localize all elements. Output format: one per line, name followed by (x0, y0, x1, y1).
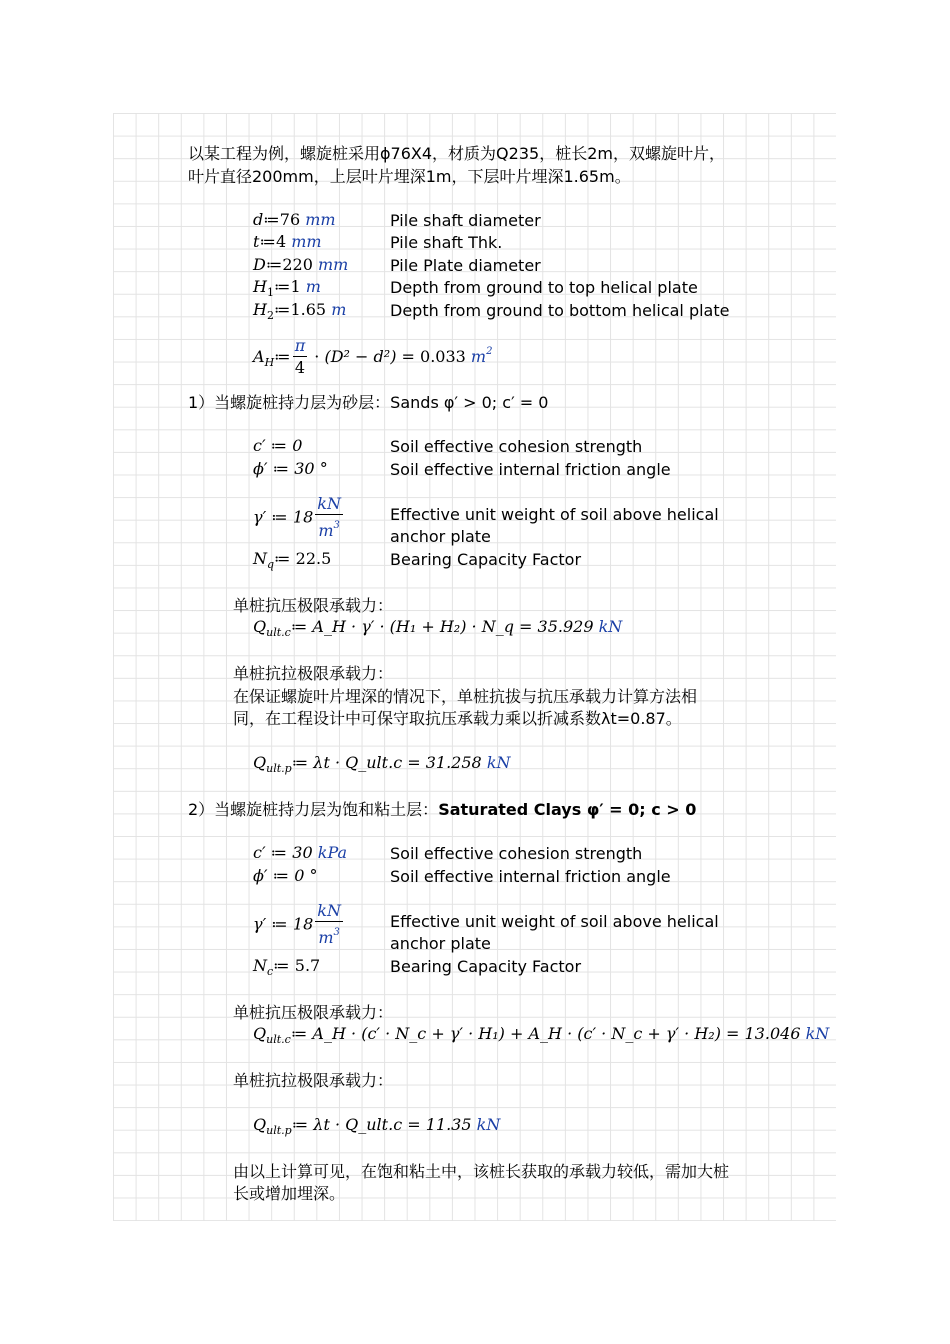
sands-tension-heading: 单桩抗拉极限承载力： (233, 664, 394, 683)
unit-t: mm (291, 232, 322, 251)
label-t: Pile shaft Thk. (390, 233, 503, 252)
frac-den-sup: 3 (333, 927, 340, 938)
intro-line-1: 以某工程为例，螺旋桩采用ϕ76X4，材质为Q235，桩长2m，双螺旋叶片， (188, 144, 725, 163)
val-D: 220 (282, 255, 313, 274)
unit-d: mm (305, 210, 336, 229)
area-lhs-sub: H (264, 356, 275, 369)
label-H2: Depth from ground to bottom helical plate (390, 301, 730, 320)
sands-gamma-def[interactable] (253, 494, 345, 542)
unit-frac (315, 494, 343, 542)
op: ≔ (273, 300, 291, 319)
clays-conclusion-1: 由以上计算可见，在饱和粘土中，该桩长获取的承载力较低，需加大桩 (233, 1162, 730, 1181)
sands-heading: 1）当螺旋桩持力层为砂层：Sands φ′ > 0; c′ = 0 (188, 393, 549, 412)
clays-heading-cn: 2）当螺旋桩持力层为饱和粘土层： (188, 800, 439, 819)
sands-phi-label: Soil effective internal friction angle (390, 460, 671, 479)
op: ≔ (273, 277, 291, 296)
sands-Nq-label: Bearing Capacity Factor (390, 550, 582, 569)
sym-D: D (253, 255, 266, 274)
sands-tension-note-2: 同，在工程设计中可保守取抗压承载力乘以折减系数λt=0.87。 (233, 709, 682, 728)
area-result: = 0.033 (401, 347, 466, 366)
sands-compress-heading: 单桩抗压极限承载力： (233, 596, 394, 615)
val-H1: 1 (290, 277, 301, 296)
unit-H1: m (305, 277, 321, 296)
unit-H2: m (331, 300, 347, 319)
val-t: 4 (275, 232, 287, 251)
unit-kN: kN (598, 617, 623, 636)
sub-H2: 2 (266, 309, 274, 322)
clays-heading-en: Saturated Clays φ′ = 0; c > 0 (438, 800, 697, 819)
sands-tension-note-1: 在保证螺旋叶片埋深的情况下，单桩抗拔与抗压承载力计算方法相 (233, 687, 698, 706)
Q-sym: Q (253, 753, 267, 772)
area-lhs: A (253, 347, 265, 366)
op: ≔ (259, 232, 276, 251)
clays-gamma-label-1: Effective unit weight of soil above helical (390, 912, 719, 931)
frac-num: kN (317, 494, 341, 513)
c-value: c′ ≔ 30 (253, 843, 313, 862)
unit-D: mm (318, 255, 349, 274)
compress-expr: ≔ A_H · γ′ · (H₁ + H₂) · N_q = 35.929 (290, 617, 594, 636)
area-unit-sup: 2 (486, 346, 493, 357)
sub-q: q (267, 558, 275, 571)
sym-H1: H (253, 277, 267, 296)
unit-kPa: kPa (317, 843, 348, 862)
Q-sub: ult.p (266, 762, 292, 775)
def-H1[interactable] (253, 277, 321, 299)
label-H1: Depth from ground to top helical plate (390, 278, 698, 297)
sub-H1: 1 (266, 286, 274, 299)
op: ≔ (274, 347, 291, 366)
Q-sym: Q (253, 1024, 267, 1043)
clays-Nc-def[interactable] (253, 956, 320, 978)
gamma-lhs: γ′ ≔ 18 (253, 914, 314, 934)
def-H2[interactable] (253, 300, 346, 322)
unit-frac (315, 901, 343, 949)
label-d: Pile shaft diameter (390, 211, 541, 230)
clays-Nc-label: Bearing Capacity Factor (390, 957, 582, 976)
sands-c-label: Soil effective cohesion strength (390, 437, 643, 456)
sands-gamma-label-1: Effective unit weight of soil above helical (390, 505, 719, 524)
clays-compress-heading: 单桩抗压极限承载力： (233, 1003, 394, 1022)
def-D[interactable] (253, 255, 348, 274)
intro-line-2: 叶片直径200mm，上层叶片埋深1m，下层叶片埋深1.65m。 (188, 167, 631, 186)
frac-den-sup: 3 (333, 520, 340, 531)
sym-t: t (253, 232, 260, 251)
sym-H2: H (253, 300, 267, 319)
Q-sub: ult.c (266, 1033, 291, 1046)
sym-N: N (253, 549, 267, 568)
clays-heading (188, 798, 696, 821)
sym-d: d (253, 210, 264, 229)
op: ≔ (265, 255, 283, 274)
frac-den: 4 (294, 358, 306, 377)
Q-sub: ult.c (266, 626, 291, 639)
gamma-lhs: γ′ ≔ 18 (253, 507, 314, 527)
Nq-value: ≔ 22.5 (274, 549, 332, 568)
sub-c: c (267, 965, 274, 978)
clays-gamma-label-2: anchor plate (390, 934, 491, 953)
compress-expr: ≔ A_H · (c′ · N_c + γ′ · H₁) + A_H · (c′ · N_c + γ′ · H₂) = 13.046 (290, 1024, 801, 1043)
unit-kN: kN (805, 1024, 830, 1043)
sym-N: N (253, 956, 267, 975)
clays-c-def[interactable] (253, 843, 347, 862)
op: ≔ (263, 210, 280, 229)
def-t[interactable] (253, 232, 322, 251)
sands-Nq-def[interactable] (253, 549, 331, 571)
area-expr: (D² − d²) (324, 347, 397, 366)
def-d[interactable] (253, 210, 336, 229)
clays-conclusion-2: 长或增加埋深。 (233, 1184, 346, 1203)
clays-tension-heading: 单桩抗拉极限承载力： (233, 1071, 394, 1090)
clays-compress-eq[interactable] (253, 1024, 829, 1046)
clays-phi-def[interactable]: ϕ′ ≔ 0 ° (253, 866, 318, 885)
tension-expr: ≔ λt · Q_ult.c = 11.35 (291, 1115, 472, 1134)
area-unit: m (470, 347, 487, 366)
frac-den: m (318, 928, 334, 947)
frac-den: m (318, 521, 334, 540)
Q-sym: Q (253, 617, 267, 636)
frac-num: π (294, 336, 306, 355)
label-D: Pile Plate diameter (390, 256, 541, 275)
Nc-value: ≔ 5.7 (273, 956, 321, 975)
clays-c-label: Soil effective cohesion strength (390, 844, 643, 863)
sands-gamma-label-2: anchor plate (390, 527, 491, 546)
Q-sym: Q (253, 1115, 267, 1134)
unit-kN: kN (486, 753, 511, 772)
clays-gamma-def[interactable] (253, 901, 345, 949)
pi-over-4 (293, 336, 308, 379)
Q-sub: ult.p (266, 1124, 292, 1137)
area-formula[interactable]: $A_H≔$ $\frac{\pi}{4}$ · (D² − d²) = 0.033 $m^2$ (253, 336, 493, 377)
clays-tension-eq[interactable] (253, 1115, 500, 1137)
unit-kN: kN (476, 1115, 501, 1134)
val-d: 76 (279, 210, 301, 229)
sands-compress-eq[interactable] (253, 617, 622, 639)
clays-phi-label: Soil effective internal friction angle (390, 867, 671, 886)
sands-c-def[interactable]: c′ ≔ 0 (253, 436, 303, 455)
sands-phi-def[interactable]: ϕ′ ≔ 30 ° (253, 459, 328, 478)
val-H2: 1.65 (290, 300, 327, 319)
sands-tension-eq[interactable] (253, 753, 511, 775)
frac-num: kN (317, 901, 341, 920)
tension-expr: ≔ λt · Q_ult.c = 31.258 (291, 753, 482, 772)
